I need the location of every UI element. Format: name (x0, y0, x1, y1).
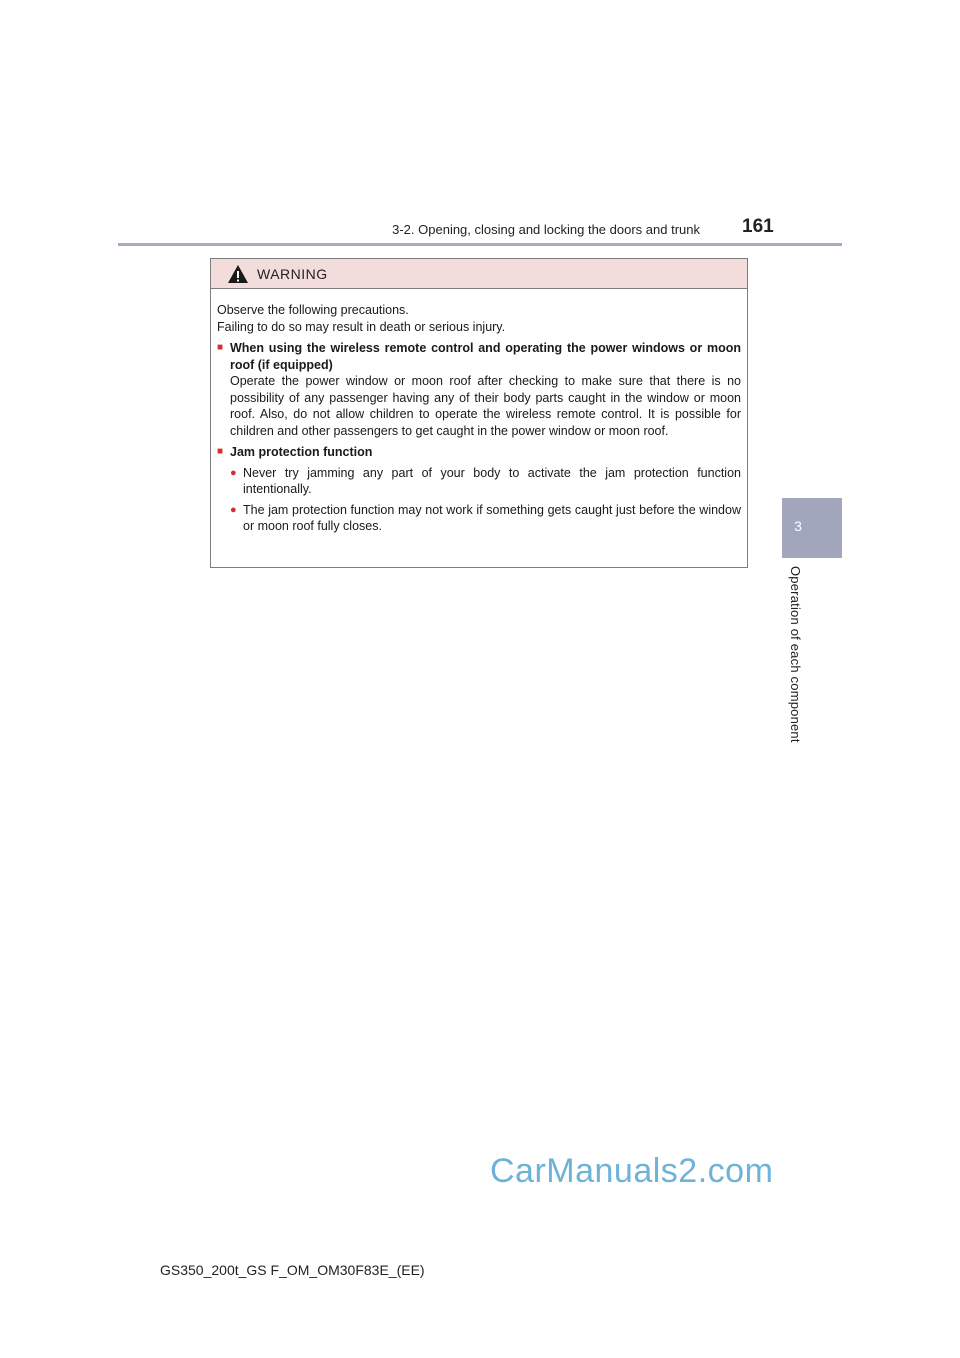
section-heading (217, 444, 741, 461)
header-rule (118, 243, 842, 246)
warning-intro-line1: Observe the following precautions. (217, 303, 409, 317)
circle-bullet-icon: ● (230, 466, 237, 479)
warning-body (211, 289, 747, 535)
section1-title: When using the wireless remote control and operating the power windows or moon roof (if equipped) (230, 341, 741, 372)
warning-heading: WARNING (257, 265, 328, 282)
page-number: 161 (742, 216, 774, 237)
square-bullet-icon: ■ (217, 446, 224, 457)
header-title: 3-2. Opening, closing and locking the doors and trunk (392, 222, 700, 237)
section2-bullet2: The jam protection function may not work if something gets caught just before the window or moon roof fully closes. (243, 502, 741, 533)
list-item (217, 502, 741, 535)
chapter-tab[interactable] (782, 498, 842, 558)
warning-intro-line2: Failing to do so may result in death or serious injury. (217, 319, 506, 334)
warning-box (210, 258, 748, 568)
warning-header (211, 259, 747, 289)
warning-triangle-icon (227, 264, 249, 284)
square-bullet-icon: ■ (217, 342, 224, 353)
list-item (217, 465, 741, 498)
circle-bullet-icon: ● (230, 503, 237, 516)
chapter-tab-number: 3 (794, 518, 802, 534)
chapter-label: Operation of each component (788, 566, 803, 743)
footer-doc-id: GS350_200t_GS F_OM_OM30F83E_(EE) (160, 1262, 425, 1278)
watermark-logo: CarManuals2.com (490, 1152, 774, 1190)
section-heading (217, 340, 741, 373)
section1-body: Operate the power window or moon roof after checking to make sure that there is no possibility of any passenger having any of their body parts caught in the window or moon roof. Also, do not allow children to operate the wireless remote control. It is possible for children and other passengers to get caught in the power window or moon roof. (230, 374, 741, 438)
section2-bullet1: Never try jamming any part of your body to activate the jam protection function intentionally. (243, 465, 741, 496)
section2-title: Jam protection function (230, 445, 373, 459)
